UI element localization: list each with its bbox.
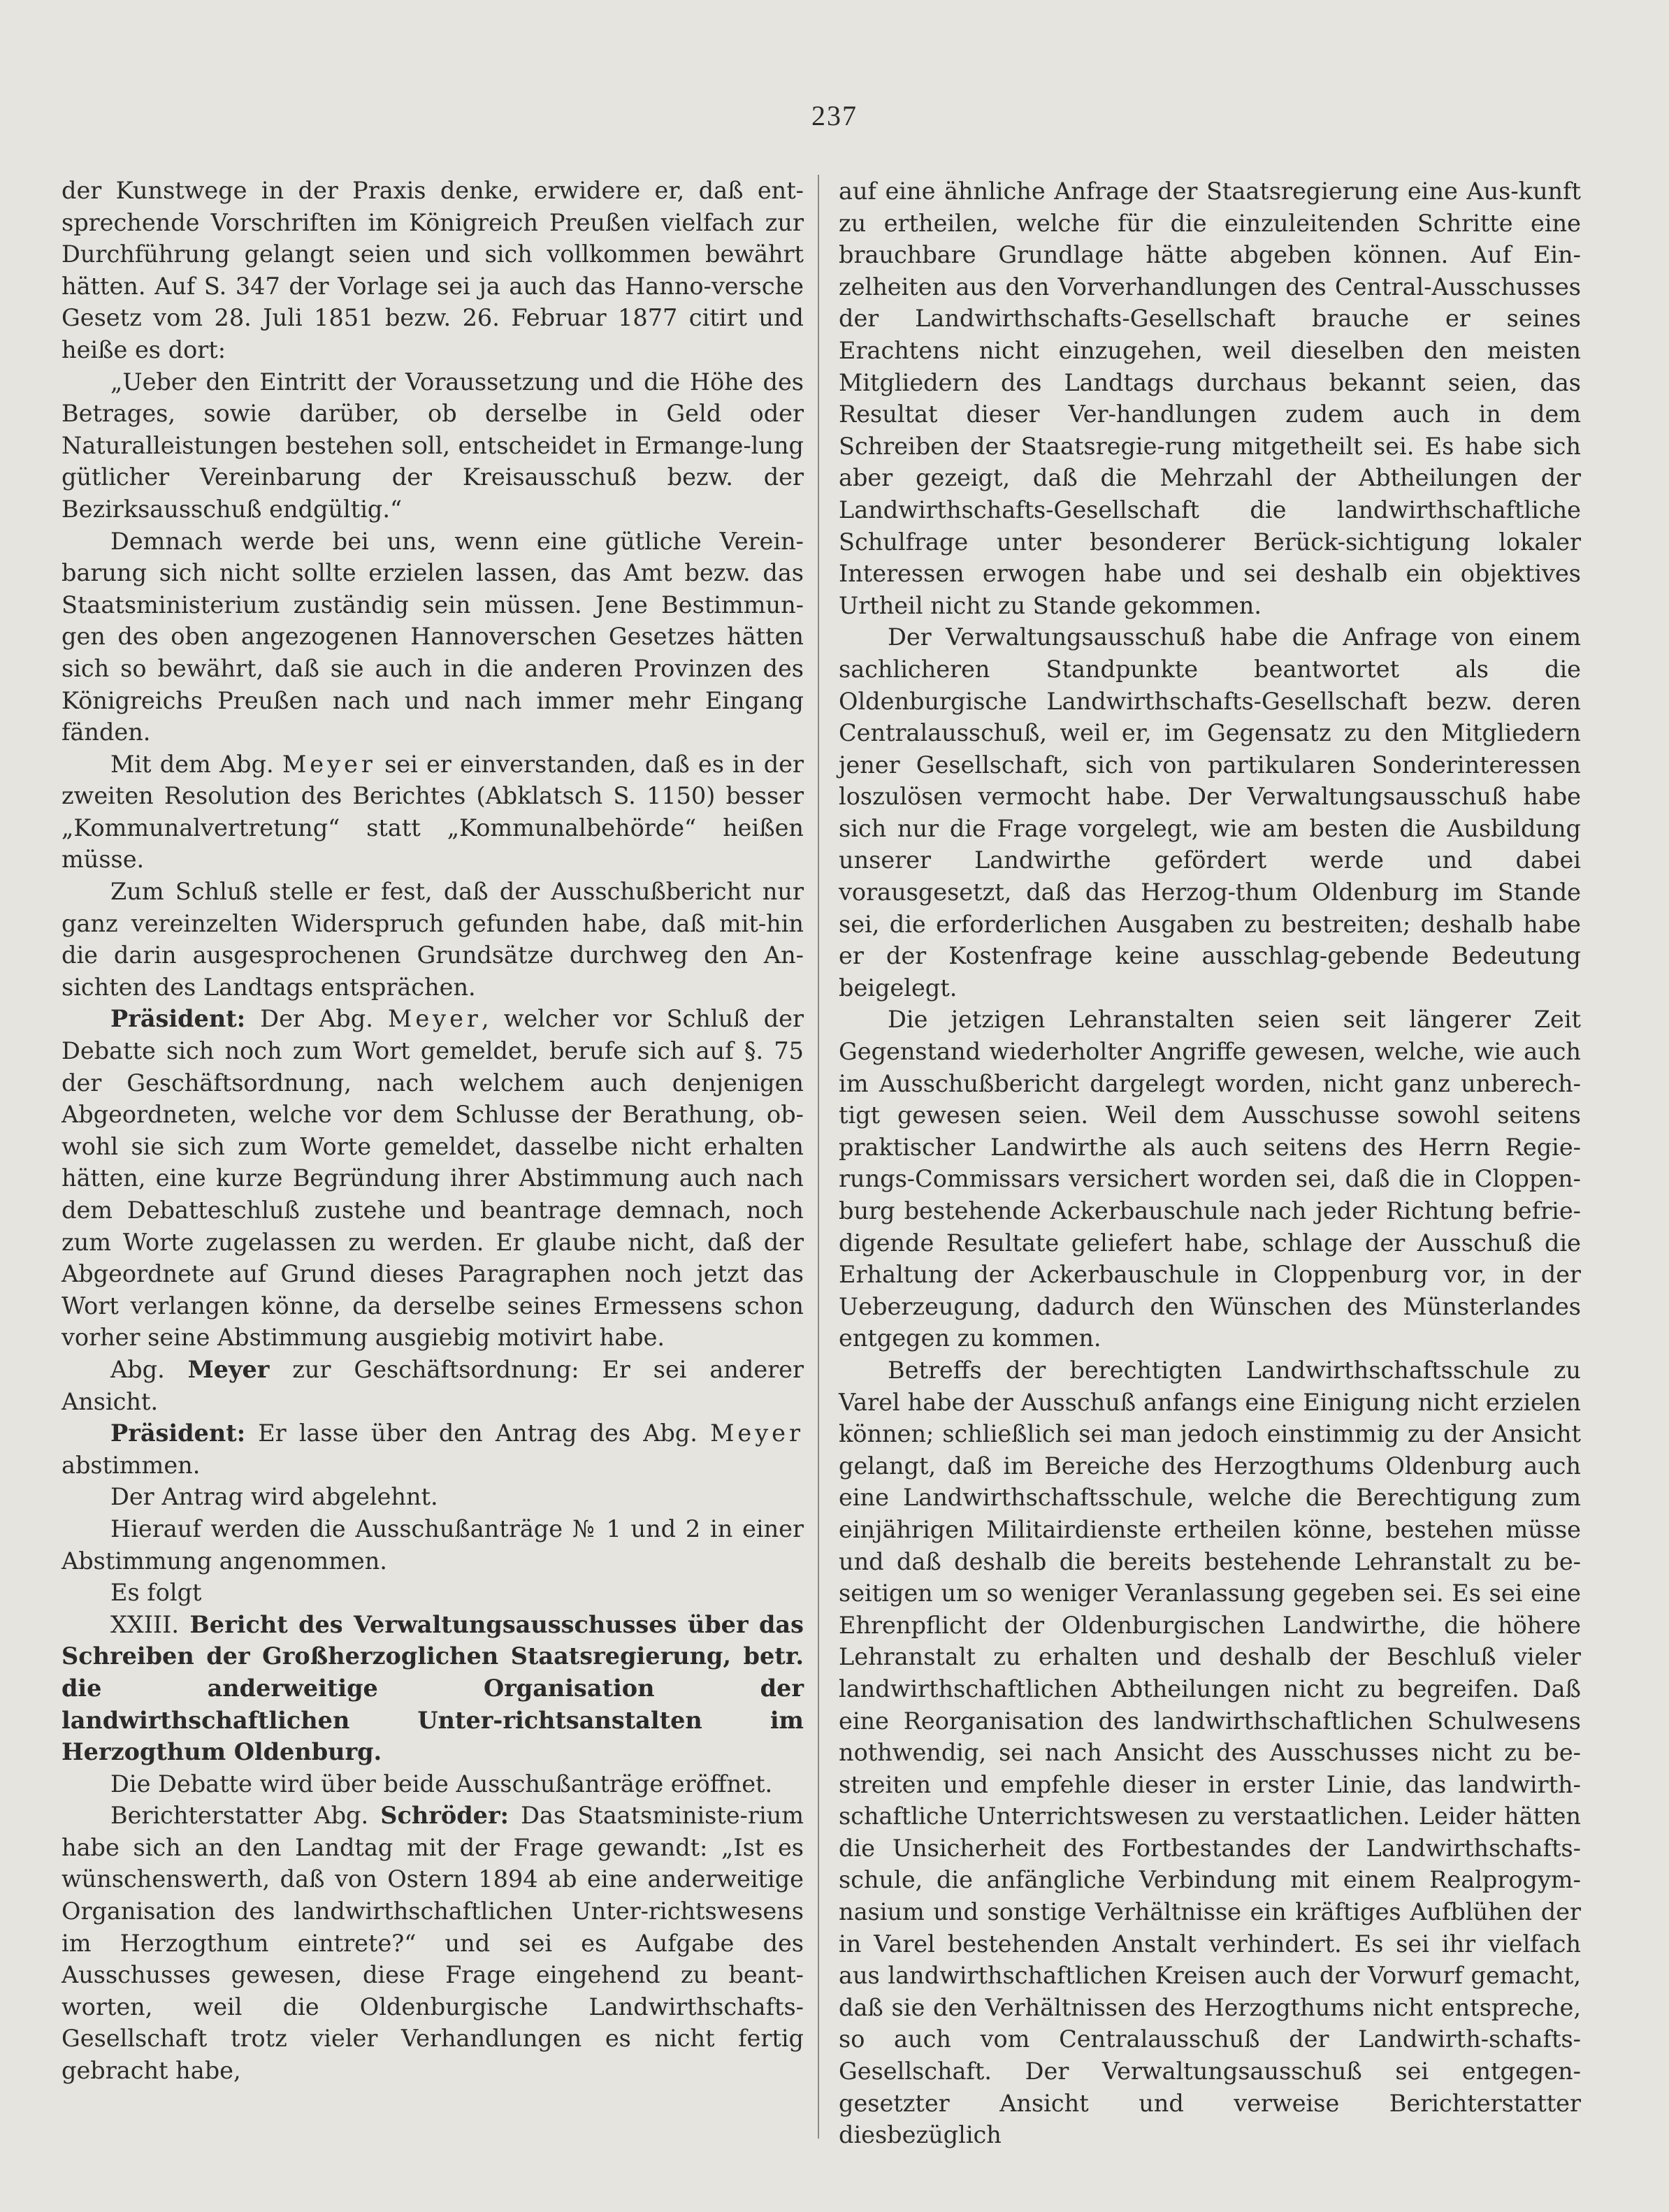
paragraph: auf eine ähnliche Anfrage der Staatsregierung eine Aus-kunft zu ertheilen, welche für die einzuleitenden Schritte eine brauchbare Grundlage hätte abgeben können. Auf Ein-zelheiten aus den Vorverhandlungen des Central-Ausschusses der Landwirthschafts-Gesellschaft brauche er seines Erachtens nicht einzugehen, weil dieselben den meisten Mitgliedern des Landtags durchaus bekannt seien, das Resultat dieser Ver-handlungen zudem auch in dem Schreiben der Staatsregie-rung mitgetheilt sei. Es habe sich aber gezeigt, daß die Mehrzahl der Abtheilungen der Landwirthschafts-Gesellschaft die landwirthschaftliche Schulfrage unter besonderer Berück-sichtigung lokaler Interessen erwogen habe und sei deshalb ein objektives Urtheil nicht zu Stande gekommen. [839, 178, 1581, 619]
paragraph: Hierauf werden die Ausschußanträge № 1 und 2 in einer Abstimmung angenommen. [62, 1515, 804, 1575]
paragraph: Mit dem Abg. Meyer sei er einverstanden, daß es in der zweiten Resolution des Berichtes (Abklatsch S. 1150) besser „Kommunalvertretung“ statt „Kommunalbehörde“ heißen müsse. [62, 750, 804, 874]
speaker-name: Meyer [710, 1419, 804, 1447]
quote-paragraph: „Ueber den Eintritt der Voraussetzung und die Höhe des Betrages, sowie darüber, ob derselbe in Geld oder Naturalleistungen bestehen soll, entscheidet in Ermange-lung gütlicher Vereinbarung der Kreisausschuß bezw. der Bezirksausschuß endgültig.“ [62, 368, 804, 523]
paragraph: Abg. Meyer zur Geschäftsordnung: Er sei anderer Ansicht. [62, 1355, 804, 1415]
section-heading [62, 1609, 804, 1768]
right-column [839, 175, 1581, 2151]
page-number: 237 [811, 100, 858, 131]
president-paragraph: Präsident: Er lasse über den Antrag des Abg. Meyer abstimmen. [62, 1419, 804, 1479]
paragraph: Die jetzigen Lehranstalten seien seit längerer Zeit Gegenstand wiederholter Angriffe gewesen, welche, wie auch im Ausschußbericht dargelegt worden, nicht ganz unberech-tigt gewesen seien. Weil dem Ausschusse sowohl seitens praktischer Landwirthe als auch seitens des Herrn Regie-rungs-Commissars versichert worden sei, daß die in Cloppen-burg bestehende Ackerbauschule nach jeder Richtung befrie-digende Resultate geliefert habe, schlage der Ausschuß die Erhaltung der Ackerbauschule in Cloppenburg vor, in der Ueberzeugung, dadurch den Wünschen des Münsterlandes entgegen zu kommen. [839, 1006, 1581, 1352]
section-title: Bericht des Verwaltungsausschusses über das Schreiben der Großherzoglichen Staatsregierung, betr. die anderweitige Organisation der landwirthschaftlichen Unter-richtsanstalten im Herzogthum Oldenburg. [62, 1610, 804, 1766]
left-column [62, 175, 804, 2087]
paragraph: Der Antrag wird abgelehnt. [110, 1483, 438, 1511]
speaker-label: Präsident: [110, 1005, 246, 1033]
speaker-name: Meyer [187, 1355, 270, 1383]
paragraph: Es folgt [110, 1579, 202, 1607]
speaker-label: Präsident: [110, 1419, 246, 1447]
president-paragraph: Präsident: Der Abg. Meyer, welcher vor Schluß der Debatte sich noch zum Wort gemeldet, berufe sich auf §. 75 der Geschäftsordnung, nach welchem auch denjenigen Abgeordneten, welche vor dem Schlusse der Berathung, ob-wohl sie sich zum Worte gemeldet, dasselbe nicht erhalten hätten, eine kurze Begründung ihrer Abstimmung auch nach dem Debatteschluß zustehe und beantrage demnach, noch zum Worte zugelassen zu werden. Er glaube nicht, daß der Abgeordnete auf Grund dieses Paragraphen noch jetzt das Wort verlangen könne, da derselbe seines Ermessens schon vorher seine Abstimmung ausgiebig motivirt habe. [62, 1005, 804, 1352]
paragraph: Berichterstatter Abg. Schröder: Das Staatsministe-rium habe sich an den Landtag mit der Frage gewandt: „Ist es wünschenswerth, daß von Ostern 1894 ab eine anderweitige Organisation des landwirthschaftlichen Unter-richtswesens im Herzogthum eintrete?“ und sei es Aufgabe des Ausschusses gewesen, diese Frage eingehend zu beant-worten, weil die Oldenburgische Landwirthschafts-Gesellschaft trotz vieler Verhandlungen es nicht fertig gebracht habe, [62, 1802, 804, 2085]
paragraph: Zum Schluß stelle er fest, daß der Ausschußbericht nur ganz vereinzelten Widerspruch gefunden habe, daß mit-hin die darin ausgesprochenen Grundsätze durchweg den An-sichten des Landtags entsprächen. [62, 878, 804, 1001]
section-number: XXIII. [110, 1610, 180, 1638]
paragraph: Die Debatte wird über beide Ausschußanträge eröffnet. [110, 1770, 773, 1798]
speaker-name: Meyer [282, 750, 376, 778]
speaker-name: Meyer [388, 1005, 482, 1033]
paragraph: Demnach werde bei uns, wenn eine gütliche Verein-barung sich nicht sollte erzielen lassen, das Amt bezw. das Staatsministerium zuständig sein müssen. Jene Bestimmun-gen des oben angezogenen Hannoverschen Gesetzes hätten sich so bewährt, daß sie auch in die anderen Provinzen des Königreichs Preußen nach und nach immer mehr Eingang fänden. [62, 527, 804, 746]
paragraph: Betreffs der berechtigten Landwirthschaftsschule zu Varel habe der Ausschuß anfangs eine Einigung nicht erzielen können; schließlich sei man jedoch einstimmig zu der Ansicht gelangt, daß im Bereiche des Herzogthums Oldenburg auch eine Landwirthschaftsschule, welche die Berechtigung zum einjährigen Militairdienste ertheilen könne, bestehen müsse und daß deshalb die bereits bestehende Lehranstalt zu be-seitigen um so weniger Veranlassung gegeben sei. Es sei eine Ehrenpflicht der Oldenburgischen Landwirthe, die höhere Lehranstalt zu erhalten und deshalb der Beschluß vieler landwirthschaftlichen Abtheilungen nicht zu begreifen. Daß eine Reorganisation des landwirthschaftlichen Schulwesens nothwendig, sei nach Ansicht des Ausschusses nicht zu be-streiten und empfehle dieser in erster Linie, das landwirth-schaftliche Unterrichtswesen zu verstaatlichen. Leider hätten die Unsicherheit des Fortbestandes der Landwirthschafts-schule, die anfängliche Verbindung mit einem Realprogym-nasium und sonstige Verhältnisse ein kräftiges Aufblühen der in Varel bestehenden Anstalt verhindert. Es sei ihr vielfach aus landwirthschaftlichen Kreisen auch der Vorwurf gemacht, daß sie den Verhältnissen des Herzogthums nicht entspreche, so auch vom Centralausschuß der Landwirth-schafts-Gesellschaft. Der Verwaltungsausschuß sei entgegen-gesetzter Ansicht und verweise Berichterstatter diesbezüglich [839, 1356, 1581, 2149]
paragraph: Der Verwaltungsausschuß habe die Anfrage von einem sachlicheren Standpunkte beantwortet als die Oldenburgische Landwirthschafts-Gesellschaft bezw. deren Centralausschuß, weil er, im Gegensatz zu den Mitgliedern jener Gesellschaft, sich von partikularen Sonderinteressen loszulösen vermocht habe. Der Verwaltungsausschuß habe sich nur die Frage vorgelegt, wie am besten die Ausbildung unserer Landwirthe gefördert werde und dabei vorausgesetzt, daß das Herzog-thum Oldenburg im Stande sei, die erforderlichen Ausgaben zu bestreiten; deshalb habe er der Kostenfrage keine ausschlag-gebende Bedeutung beigelegt. [839, 623, 1581, 1002]
speaker-name: Schröder: [380, 1802, 509, 1830]
column-divider [818, 175, 819, 2139]
paragraph: der Kunstwege in der Praxis denke, erwidere er, daß ent-sprechende Vorschriften im Königreich Preußen vielfach zur Durchführung gelangt seien und sich vollkommen bewährt hätten. Auf S. 347 der Vorlage sei ja auch das Hanno-versche Gesetz vom 28. Juli 1851 bezw. 26. Februar 1877 citirt und heiße es dort: [62, 177, 804, 363]
